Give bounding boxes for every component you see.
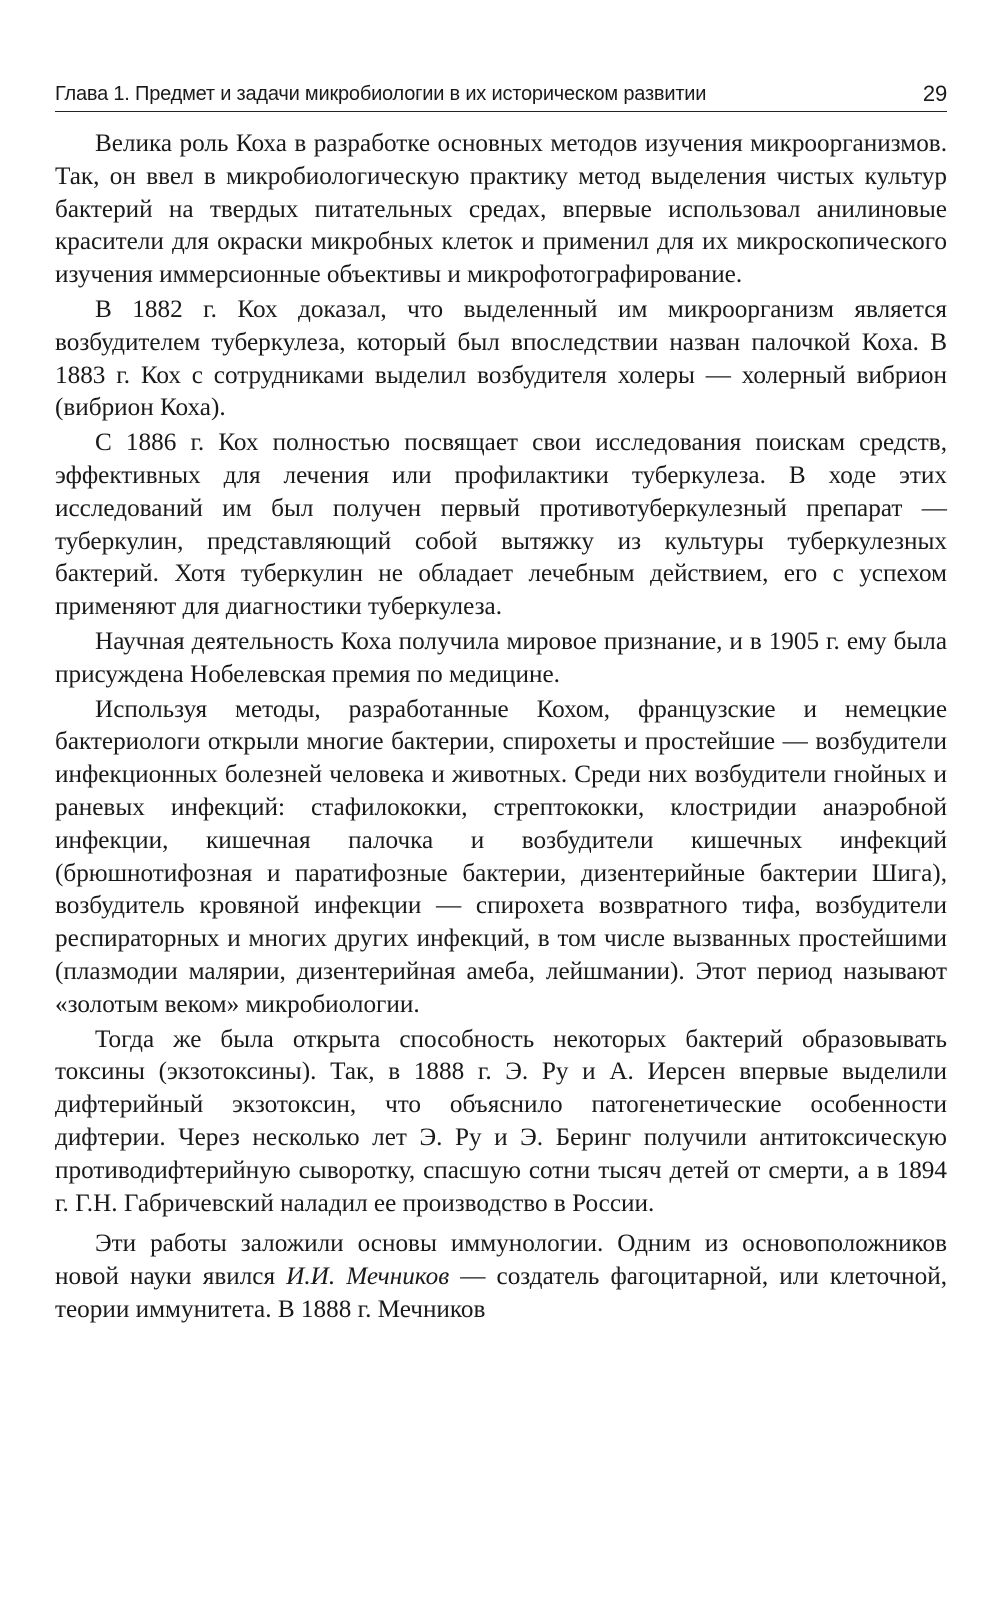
paragraph: В 1882 г. Кох доказал, что выделенный им микроорганизм является возбудителем туберкулеза, который был впоследствии назван палочкой Коха. В 1883 г. Кох с сотрудниками выделил возбудителя холеры — холерный вибрион (вибрион Коха). (55, 295, 947, 422)
paragraph: Велика роль Коха в разработке основных методов изучения микроорганизмов. Так, он ввел в микробиологическую практику метод выделения чистых культур бактерий на твердых питательных средах, впервые использовал анилиновые красители для окраски микробных клеток и применил для их микроскопического изучения иммерсионные объективы и микрофотографирование. (55, 130, 947, 289)
page-number: 29 (922, 81, 947, 106)
paragraph: Научная деятельность Коха получила мировое признание, и в 1905 г. ему была присуждена Нобелевская премия по медицине. (55, 627, 947, 688)
book-page (55, 82, 947, 1327)
person-name-italic: И.И. Мечников (286, 1263, 450, 1291)
running-header (55, 82, 947, 112)
chapter-title: Глава 1. Предмет и задачи микробиологии в их историческом развитии (55, 83, 707, 105)
paragraph-text: Эти работы заложили основы иммунологии. Одним из основоположников новой науки явился (55, 1230, 947, 1291)
paragraph: С 1886 г. Кох полностью посвящает свои исследования поискам средств, эффективных для лечения или профилактики туберкулеза. В ходе этих исследований им был получен первый противотуберкулезный препарат — туберкулин, представляющий собой вытяжку из культуры туберкулезных бактерий. Хотя туберкулин не обладает лечебным действием, его с успехом применяют для диагностики туберкулеза. (55, 429, 947, 621)
paragraph-text: — создатель фагоцитарной, или клеточной, теории иммунитета. В 1888 г. Мечников (55, 1263, 947, 1323)
paragraph: Тогда же была открыта способность некоторых бактерий образовывать токсины (экзотоксины). Так, в 1888 г. Э. Ру и А. Иерсен впервые выделили дифтерийный экзотоксин, что объяснило патогенетические особенности дифтерии. Через несколько лет Э. Ру и Э. Беринг получили антитоксическую противодифтерийную сыворотку, спасшую сотни тысяч детей от смерти, а в 1894 г. Г.Н. Габричевский наладил ее производство в России. (55, 1025, 947, 1217)
paragraph-last (55, 1228, 947, 1326)
paragraph: Используя методы, разработанные Кохом, французские и немецкие бактериологи открыли многие бактерии, спирохеты и простейшие — возбудители инфекционных болезней человека и животных. Среди них возбудители гнойных и раневых инфекций: стафилококки, стрептококки, клостридии анаэробной инфекции, кишечная палочка и возбудители кишечных инфекций (брюшнотифозная и паратифозные бактерии, дизентерийные бактерии Шига), возбудитель кровяной инфекции — спирохета возвратного тифа, возбудители респираторных и многих других инфекций, в том числе вызванных простейшими (плазмодии малярии, дизентерийная амеба, лейшмании). Этот период называют «золотым веком» микробиологии. (55, 695, 947, 1018)
body-text (55, 128, 947, 1327)
